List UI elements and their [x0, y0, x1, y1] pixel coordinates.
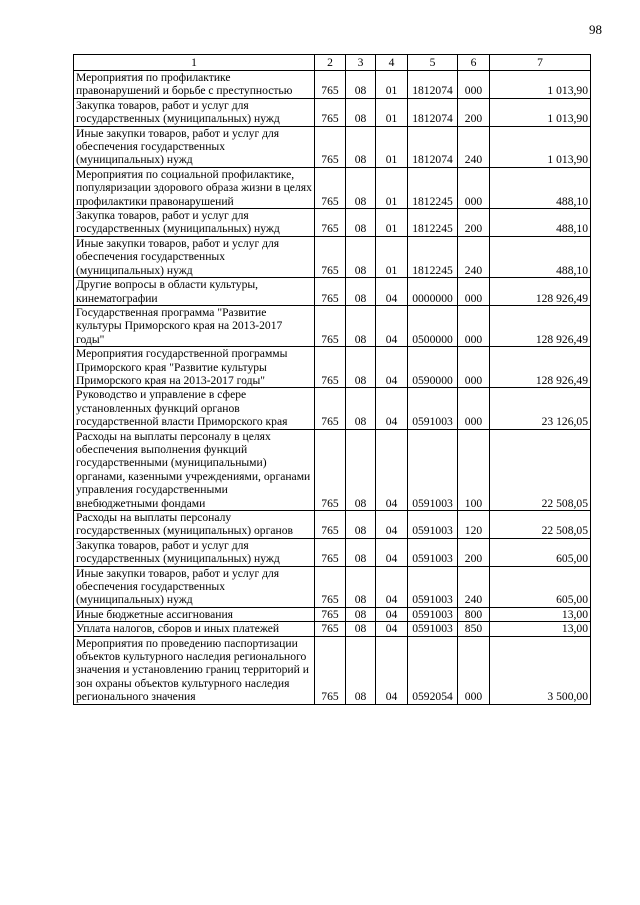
row-name: Закупка товаров, работ и услуг для государственных (муниципальных) нужд	[74, 538, 315, 566]
row-name: Руководство и управление в сфере установленных функций органов государственной власти Приморского края	[74, 388, 315, 429]
row-amount: 605,00	[490, 538, 591, 566]
row-name: Расходы на выплаты персоналу государственных (муниципальных) органов	[74, 511, 315, 539]
header-col-1: 1	[74, 55, 315, 71]
row-code-4: 04	[376, 622, 408, 636]
row-code-4: 04	[376, 566, 408, 607]
row-code-6: 000	[458, 278, 490, 306]
row-amount: 488,10	[490, 167, 591, 208]
row-code-3: 08	[346, 305, 376, 346]
row-code-3: 08	[346, 636, 376, 704]
row-code-2: 765	[315, 636, 346, 704]
row-code-4: 04	[376, 278, 408, 306]
row-code-2: 765	[315, 538, 346, 566]
row-code-3: 08	[346, 236, 376, 277]
row-code-5: 0591003	[408, 566, 458, 607]
row-amount: 488,10	[490, 209, 591, 237]
row-amount: 22 508,05	[490, 429, 591, 510]
row-code-5: 0591003	[408, 607, 458, 621]
row-code-5: 0591003	[408, 388, 458, 429]
row-name: Закупка товаров, работ и услуг для государственных (муниципальных) нужд	[74, 209, 315, 237]
row-name: Государственная программа "Развитие культуры Приморского края на 2013-2017 годы"	[74, 305, 315, 346]
row-code-3: 08	[346, 538, 376, 566]
row-name: Мероприятия по профилактике правонарушений и борьбе с преступностью	[74, 71, 315, 99]
row-code-2: 765	[315, 388, 346, 429]
row-name: Мероприятия государственной программы Приморского края "Развитие культуры Приморского края на 2013-2017 годы"	[74, 347, 315, 388]
row-code-3: 08	[346, 388, 376, 429]
row-code-3: 08	[346, 607, 376, 621]
row-code-4: 04	[376, 607, 408, 621]
row-code-3: 08	[346, 126, 376, 167]
row-amount: 1 013,90	[490, 98, 591, 126]
row-code-5: 1812074	[408, 126, 458, 167]
row-code-3: 08	[346, 71, 376, 99]
row-code-6: 000	[458, 167, 490, 208]
row-code-2: 765	[315, 347, 346, 388]
row-code-2: 765	[315, 71, 346, 99]
table-row	[74, 98, 591, 126]
row-amount: 1 013,90	[490, 71, 591, 99]
row-code-5: 1812245	[408, 236, 458, 277]
row-name: Иные закупки товаров, работ и услуг для обеспечения государственных (муниципальных) нужд	[74, 126, 315, 167]
table-row	[74, 429, 591, 510]
header-col-6: 6	[458, 55, 490, 71]
table-row	[74, 209, 591, 237]
row-code-3: 08	[346, 278, 376, 306]
table-row	[74, 636, 591, 704]
row-code-4: 01	[376, 236, 408, 277]
table-row	[74, 622, 591, 636]
budget-table	[73, 54, 591, 705]
row-code-5: 0591003	[408, 511, 458, 539]
row-code-6: 200	[458, 538, 490, 566]
row-code-4: 04	[376, 636, 408, 704]
row-code-3: 08	[346, 209, 376, 237]
table-row	[74, 511, 591, 539]
row-code-4: 04	[376, 388, 408, 429]
row-code-5: 0590000	[408, 347, 458, 388]
row-code-6: 120	[458, 511, 490, 539]
row-code-6: 240	[458, 566, 490, 607]
row-amount: 128 926,49	[490, 305, 591, 346]
row-name: Закупка товаров, работ и услуг для государственных (муниципальных) нужд	[74, 98, 315, 126]
row-amount: 605,00	[490, 566, 591, 607]
row-name: Расходы на выплаты персоналу в целях обеспечения выполнения функций государственными (муниципальными) органами, казенными учреждениями, органами управления государственными внебюджетными фондами	[74, 429, 315, 510]
row-amount: 23 126,05	[490, 388, 591, 429]
row-code-3: 08	[346, 566, 376, 607]
row-name: Другие вопросы в области культуры, кинематографии	[74, 278, 315, 306]
header-col-2: 2	[315, 55, 346, 71]
row-code-4: 04	[376, 347, 408, 388]
row-code-6: 100	[458, 429, 490, 510]
row-code-5: 0592054	[408, 636, 458, 704]
row-code-4: 04	[376, 429, 408, 510]
row-code-2: 765	[315, 167, 346, 208]
table-row	[74, 538, 591, 566]
table-row	[74, 278, 591, 306]
row-code-6: 800	[458, 607, 490, 621]
table-row	[74, 167, 591, 208]
row-name: Иные бюджетные ассигнования	[74, 607, 315, 621]
row-code-2: 765	[315, 236, 346, 277]
row-code-2: 765	[315, 305, 346, 346]
row-code-2: 765	[315, 429, 346, 510]
row-name: Иные закупки товаров, работ и услуг для обеспечения государственных (муниципальных) нужд	[74, 566, 315, 607]
row-code-6: 000	[458, 305, 490, 346]
row-code-4: 04	[376, 538, 408, 566]
row-code-4: 01	[376, 209, 408, 237]
row-name: Иные закупки товаров, работ и услуг для обеспечения государственных (муниципальных) нужд	[74, 236, 315, 277]
row-code-6: 240	[458, 236, 490, 277]
row-code-5: 1812074	[408, 98, 458, 126]
row-amount: 488,10	[490, 236, 591, 277]
row-code-4: 04	[376, 305, 408, 346]
table-row	[74, 71, 591, 99]
row-code-3: 08	[346, 167, 376, 208]
row-amount: 3 500,00	[490, 636, 591, 704]
row-code-2: 765	[315, 278, 346, 306]
row-code-6: 200	[458, 209, 490, 237]
row-code-2: 765	[315, 126, 346, 167]
row-amount: 22 508,05	[490, 511, 591, 539]
row-amount: 13,00	[490, 607, 591, 621]
row-code-3: 08	[346, 98, 376, 126]
row-amount: 1 013,90	[490, 126, 591, 167]
row-name: Уплата налогов, сборов и иных платежей	[74, 622, 315, 636]
row-amount: 13,00	[490, 622, 591, 636]
row-code-5: 0000000	[408, 278, 458, 306]
row-code-5: 0591003	[408, 538, 458, 566]
table-row	[74, 347, 591, 388]
table-row	[74, 607, 591, 621]
row-code-6: 240	[458, 126, 490, 167]
row-code-3: 08	[346, 511, 376, 539]
table-row	[74, 566, 591, 607]
row-code-2: 765	[315, 566, 346, 607]
row-code-2: 765	[315, 98, 346, 126]
row-code-2: 765	[315, 209, 346, 237]
row-code-4: 01	[376, 126, 408, 167]
row-code-2: 765	[315, 607, 346, 621]
row-code-5: 1812074	[408, 71, 458, 99]
header-col-4: 4	[376, 55, 408, 71]
row-code-6: 850	[458, 622, 490, 636]
row-code-6: 000	[458, 636, 490, 704]
table-row	[74, 126, 591, 167]
row-code-2: 765	[315, 511, 346, 539]
row-code-3: 08	[346, 429, 376, 510]
row-amount: 128 926,49	[490, 347, 591, 388]
row-code-4: 01	[376, 98, 408, 126]
table-row	[74, 388, 591, 429]
row-code-5: 0500000	[408, 305, 458, 346]
row-code-6: 200	[458, 98, 490, 126]
header-col-3: 3	[346, 55, 376, 71]
header-col-5: 5	[408, 55, 458, 71]
row-code-5: 0591003	[408, 429, 458, 510]
row-code-4: 01	[376, 71, 408, 99]
table-row	[74, 236, 591, 277]
row-code-6: 000	[458, 347, 490, 388]
row-name: Мероприятия по социальной профилактике, популяризации здорового образа жизни в целях профилактики правонарушений	[74, 167, 315, 208]
row-code-4: 04	[376, 511, 408, 539]
row-code-3: 08	[346, 347, 376, 388]
row-code-6: 000	[458, 71, 490, 99]
row-code-4: 01	[376, 167, 408, 208]
page-number: 98	[589, 22, 602, 37]
row-code-5: 1812245	[408, 209, 458, 237]
table-row	[74, 305, 591, 346]
row-code-6: 000	[458, 388, 490, 429]
row-name: Мероприятия по проведению паспортизации объектов культурного наследия регионального значения и установлению границ территорий и зон охраны объектов культурного наследия регионального значения	[74, 636, 315, 704]
row-code-5: 0591003	[408, 622, 458, 636]
row-amount: 128 926,49	[490, 278, 591, 306]
table-header-row	[74, 55, 591, 71]
row-code-3: 08	[346, 622, 376, 636]
row-code-5: 1812245	[408, 167, 458, 208]
header-col-7: 7	[490, 55, 591, 71]
row-code-2: 765	[315, 622, 346, 636]
